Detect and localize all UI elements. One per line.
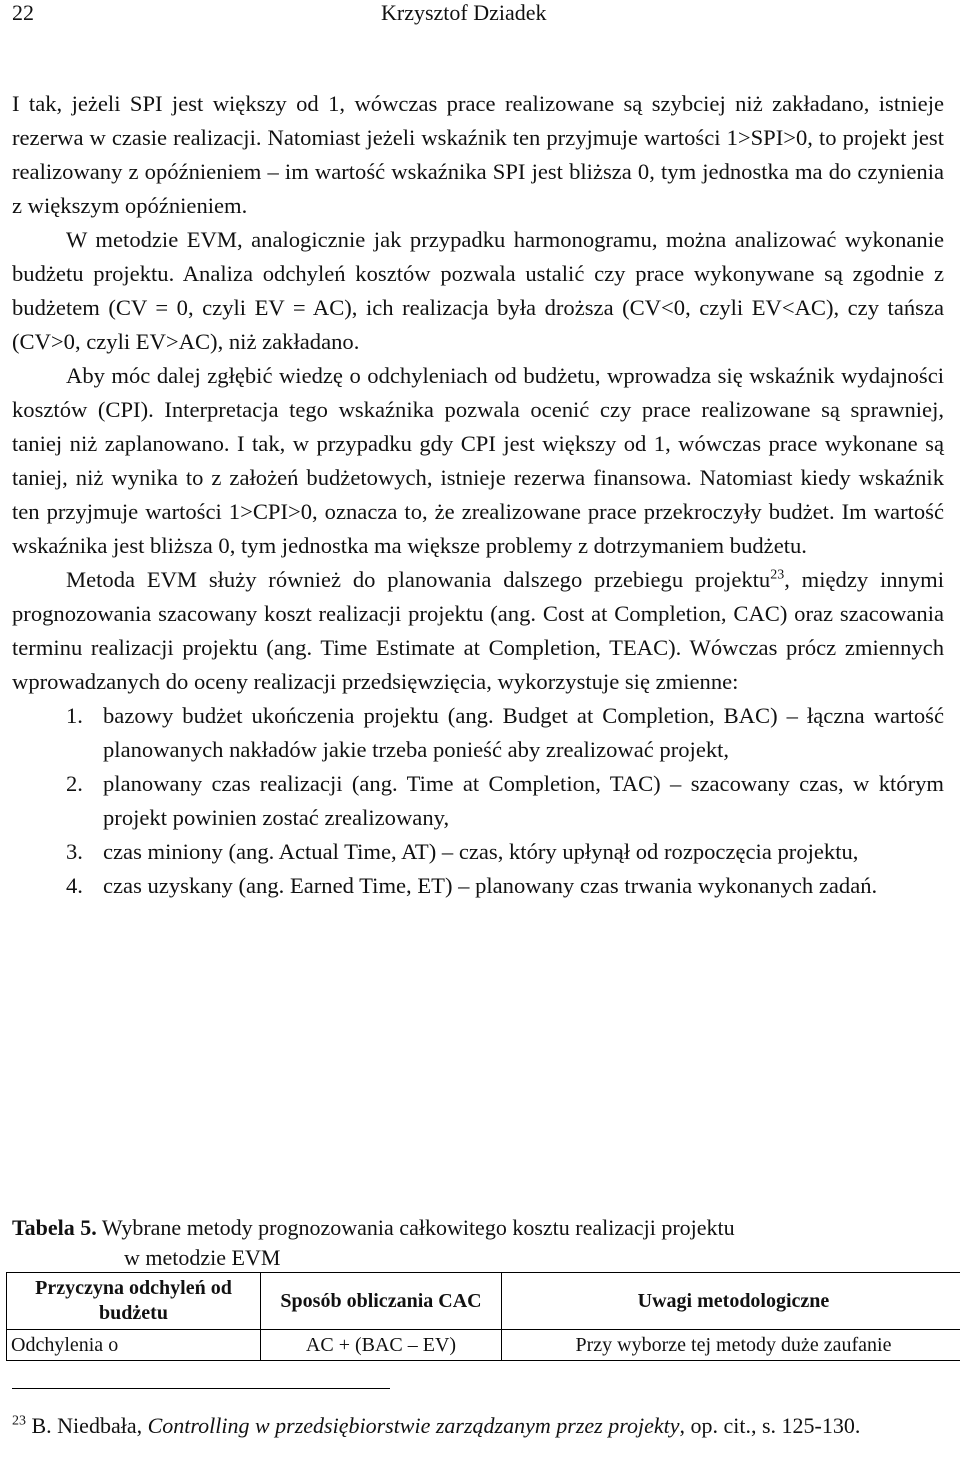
page-header [0,0,960,30]
cell-notes: Przy wyborze tej metody duże zaufanie [502,1330,960,1361]
table-row [7,1330,960,1361]
footnote-title: Controlling w przedsiębiorstwie zarządzanym przez projekty [147,1413,680,1438]
table-caption-line-2: w metodzie EVM [124,1245,281,1270]
footnote-mark: 23 [12,1413,26,1429]
footnote-23 [12,1410,944,1442]
list-item [12,835,944,869]
cac-methods-table [6,1272,960,1361]
table-caption [12,1213,944,1273]
paragraph-spi: I tak, jeżeli SPI jest większy od 1, wówczas prace realizowane są szybciej niż zakładano, istnieje rezerwa w czasie realizacji. Natomiast jeżeli wskaźnik ten przyjmuje wartości 1>SPI>0, to projekt jest realizowany z opóźnieniem – im wartość wskaźnika SPI jest bliższa 0, tym jednostka ma do czynienia z większym opóźnieniem. [12,91,944,218]
footnote-separator [12,1388,390,1389]
list-item-number: 2. [66,771,83,796]
footnote-ref-23[interactable]: 23 [770,567,785,583]
main-text [12,87,944,903]
paragraph-cpi: Aby móc dalej zgłębić wiedzę o odchyleniach od budżetu, wprowadza się wskaźnik wydajności kosztów (CPI). Interpretacja tego wskaźnika pozwala ocenić czy prace realizowane są sprawniej, taniej niż zaplanowano. I tak, w przypadku gdy CPI jest większy od 1, wówczas prace wykonane są taniej, niż wynika to z założeń budżetowych, istnieje rezerwa finansowa. Natomiast kiedy wskaźnik ten przyjmuje wartości 1>CPI>0, oznacza to, że zrealizowane prace przekroczyły budżet. Im wartość wskaźnika jest bliższa 0, tym jednostka ma większe problemy z dotrzymaniem budżetu. [12,363,944,558]
paragraph-evm-budget: W metodzie EVM, analogicznie jak przypadku harmonogramu, można analizować wykonanie budżetu projektu. Analiza odchyleń kosztów pozwala ustalić czy prace wykonywane są zgodnie z budżetem (CV = 0, czyli EV = AC), ich realizacja była droższa (CV<0, czyli EV<AC), czy tańsza (CV>0, czyli EV>AC), niż zakładano. [12,227,944,354]
list-item-text: czas miniony (ang. Actual Time, AT) – czas, który upłynął od rozpoczęcia projektu, [103,839,859,864]
list-item [12,699,944,767]
table-header-row [7,1273,960,1330]
footnote-rest: , op. cit., s. 125-130. [679,1413,861,1438]
header-cause: Przyczyna odchyleń od budżetu [7,1273,261,1330]
list-item-number: 1. [66,703,83,728]
list-item [12,869,944,903]
cell-cac-formula: AC + (BAC – EV) [261,1330,502,1361]
paragraph-forecasting-end: , między innymi prognozowania szacowany koszt realizacji projektu (ang. Cost at Completion, CAC) oraz szacowania terminu realizacji projektu (ang. Time Estimate at Completion, TEAC). Wówczas prócz zmiennych wprowadzanych do oceny realizacji przedsięwzięcia, wykorzystuje się zmienne: [12,567,945,694]
table-caption-line-1 [12,1213,944,1243]
list-item-text: czas uzyskany (ang. Earned Time, ET) – planowany czas trwania wykonanych zadań. [103,873,878,898]
paragraph-forecasting [12,563,944,699]
header-cac-method: Sposób obliczania CAC [261,1273,502,1330]
list-item-number: 4. [66,873,83,898]
list-item [12,767,944,835]
running-head-author: Krzysztof Dziadek [381,0,547,25]
list-item-text: planowany czas realizacji (ang. Time at Completion, TAC) – szacowany czas, w którym projekt powinien zostać zrealizowany, [103,771,944,830]
list-item-number: 3. [66,839,83,864]
page-number: 22 [12,0,34,25]
list-item-text: bazowy budżet ukończenia projektu (ang. Budget at Completion, BAC) – łączna wartość planowanych nakładów jakie trzeba ponieść aby zrealizować projekt, [103,703,944,762]
header-notes: Uwagi metodologiczne [502,1273,960,1330]
variables-list [12,699,944,903]
table-caption-title: Wybrane metody prognozowania całkowitego kosztu realizacji projektu [101,1215,735,1240]
cell-cause: Odchylenia o [7,1330,261,1361]
table-caption-label: Tabela 5. [12,1215,97,1240]
paragraph-forecasting-start: Metoda EVM służy również do planowania dalszego przebiegu projektu [66,567,771,592]
footnote-author: B. Niedbała, [31,1413,143,1438]
